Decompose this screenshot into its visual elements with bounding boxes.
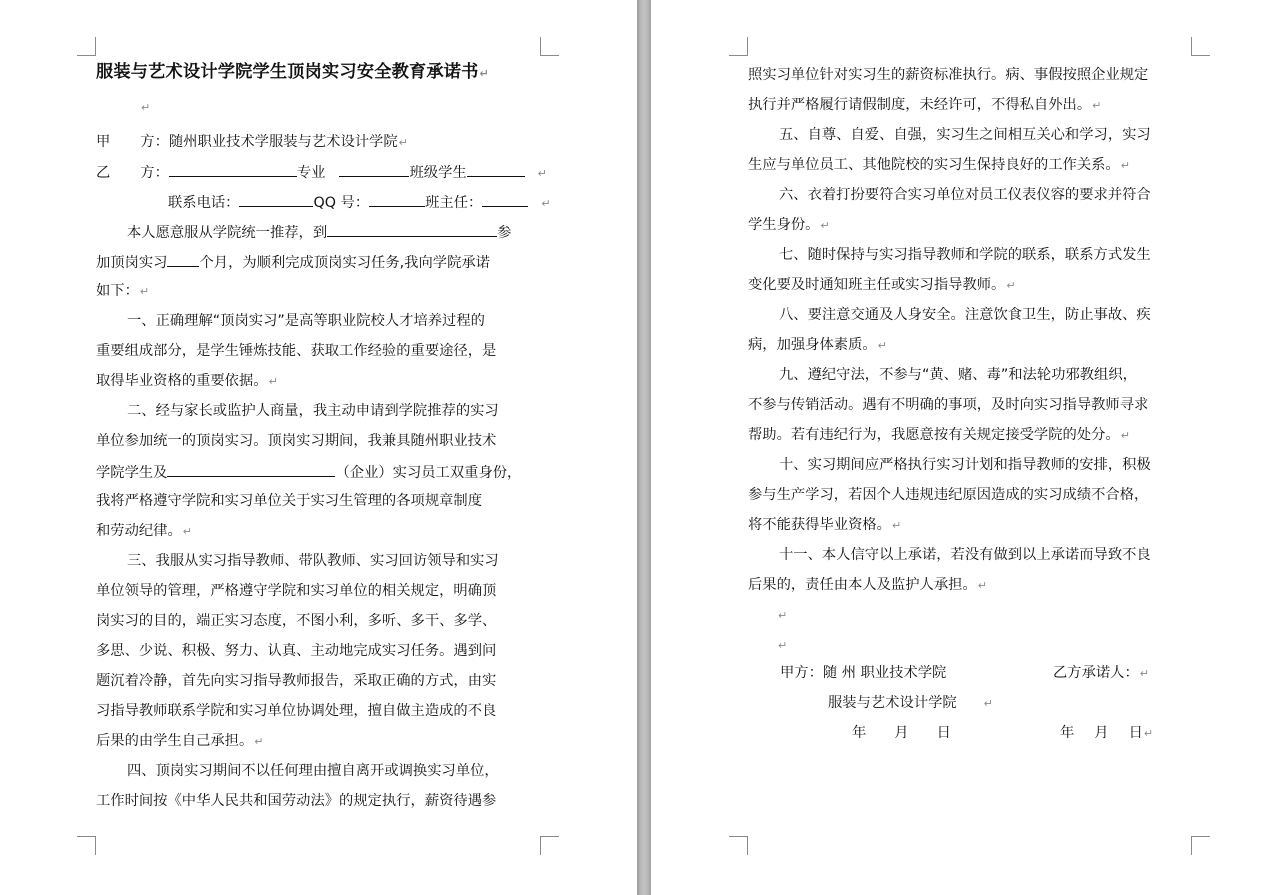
paragraph-line	[96, 702, 496, 720]
paragraph-line	[127, 312, 485, 330]
paragraph-line	[748, 66, 1148, 84]
paragraph-line	[96, 252, 490, 272]
months-blank	[167, 252, 199, 267]
class-label: 班级学生	[409, 165, 467, 181]
contact-line	[168, 192, 551, 213]
unit-blank	[327, 222, 497, 237]
teacher-blank	[482, 192, 528, 207]
paragraph-line	[748, 396, 1148, 414]
page-gutter	[637, 0, 651, 895]
text-run: 照实习单位针对实习生的薪资标准执行。病、事假按照企业规定	[748, 67, 1149, 83]
crop-mark-bottom-right	[540, 836, 559, 855]
paragraph-mark: ↵	[820, 219, 830, 232]
date-month: 月	[1094, 725, 1109, 741]
phone-blank	[239, 192, 313, 207]
text-run: 参	[497, 225, 512, 241]
major-blank	[339, 162, 409, 177]
paragraph-mark: ↵	[479, 67, 489, 80]
text-run: 如下：	[96, 283, 139, 299]
paragraph-line	[748, 96, 1101, 115]
paragraph-mark: ↵	[541, 197, 551, 210]
paragraph-mark: ↵	[877, 339, 887, 352]
paragraph-line	[127, 222, 511, 242]
text-run: 变化要及时通知班主任或实习指导教师。	[748, 277, 1006, 293]
paragraph-mark: ↵	[983, 697, 993, 710]
text-run: 三、我服从实习指导教师、带队教师、实习回访领导和实习	[127, 553, 499, 569]
text-run: 帮助。若有违纪行为，我愿意按有关规定接受学院的处分。	[748, 427, 1120, 443]
title-text: 服装与艺术设计学院学生顶岗实习安全教育承诺书	[96, 62, 479, 82]
paragraph-line	[127, 402, 499, 420]
empty-paragraph	[778, 636, 787, 655]
teacher-label: 班主任：	[425, 195, 483, 211]
paragraph-line	[96, 522, 192, 541]
text-run: 岗实习的目的，端正实习态度，不图小利，多听、多干、多学、	[96, 613, 497, 629]
crop-mark-bottom-left	[77, 836, 96, 855]
text-run: 学院学生及	[96, 465, 168, 481]
text-run: 七、随时保持与实习指导教师和学院的联系，联系方式发生	[779, 247, 1151, 263]
date-line	[1060, 724, 1153, 743]
crop-mark-top-left	[729, 37, 748, 56]
paragraph-line	[748, 576, 987, 595]
text-run: 工作时间按《中华人民共和国劳动法》的规定执行，薪资待遇参	[96, 793, 497, 809]
text-run: 单位参加统一的顶岗实习。顶岗实习期间，我兼具随州职业技术	[96, 433, 497, 449]
text-run: 多思、少说、积极、努力、认真、主动地完成实习任务。遇到问	[96, 643, 497, 659]
text-run: 病，加强身体素质。	[748, 337, 877, 353]
paragraph-mark: ↵	[778, 609, 788, 622]
paragraph-mark: ↵	[398, 136, 408, 149]
paragraph-mark: ↵	[977, 579, 987, 592]
name-blank	[169, 162, 297, 177]
paragraph-line	[96, 372, 278, 391]
crop-mark-top-left	[77, 37, 96, 56]
paragraph-line	[779, 186, 1151, 204]
qq-label: QQ 号：	[313, 195, 370, 211]
party-b-line	[96, 162, 547, 183]
text-run: 九、遵纪守法，不参与“黄、赌、毒”和法轮功邪教组织，	[779, 367, 1137, 383]
document-title	[96, 63, 489, 83]
paragraph-mark: ↵	[139, 285, 150, 298]
signature-line	[1053, 664, 1149, 683]
paragraph-line	[127, 552, 499, 570]
paragraph-mark: ↵	[141, 101, 151, 114]
signature-line	[780, 664, 946, 682]
paragraph-mark: ↵	[1120, 159, 1130, 172]
paragraph-line	[96, 342, 496, 360]
text-run: 不参与传销活动。遇有不明确的事项，及时向实习指导教师寻求	[748, 397, 1149, 413]
text-run: 四、顶岗实习期间不以任何理由擅自离开或调换实习单位，	[127, 763, 499, 779]
paragraph-line	[96, 282, 149, 301]
paragraph-line	[748, 426, 1130, 445]
paragraph-line	[96, 672, 496, 690]
paragraph-line	[748, 156, 1130, 175]
paragraph-mark: ↵	[778, 639, 788, 652]
signature-line	[828, 694, 993, 713]
paragraph-line	[748, 486, 1148, 504]
party-a-line	[96, 133, 408, 152]
paragraph-line	[779, 306, 1151, 324]
party-a-label: 甲	[96, 134, 111, 150]
text-run: 加顶岗实习	[96, 255, 168, 271]
paragraph-line	[96, 642, 496, 660]
paragraph-line	[779, 246, 1151, 264]
empty-paragraph	[141, 98, 150, 117]
text-run: 本人愿意服从学院统一推荐，到	[127, 225, 328, 241]
date-line	[852, 724, 951, 742]
paragraph-line	[748, 216, 830, 235]
paragraph-mark: ↵	[891, 519, 902, 532]
paragraph-mark: ↵	[1139, 667, 1149, 680]
paragraph-line	[96, 792, 496, 810]
party-b-label-suffix: 方：	[140, 165, 169, 181]
text-run: 取得毕业资格的重要依据。	[96, 373, 268, 389]
paragraph-mark: ↵	[1143, 727, 1154, 740]
text-run: 八、要注意交通及人身安全。注意饮食卫生，防止事故、疾	[779, 307, 1151, 323]
text-run: 个月，为顺利完成顶岗实习任务,我向学院承诺	[199, 255, 490, 271]
text-run: 后果的由学生自己承担。	[96, 733, 254, 749]
text-run: 生应与单位员工、其他院校的实习生保持良好的工作关系。	[748, 157, 1120, 173]
date-year: 年	[1060, 725, 1075, 741]
company-blank	[167, 462, 335, 477]
major-label: 专业	[296, 165, 326, 181]
party-b-label: 乙	[96, 165, 111, 181]
party-a-value: 随州职业技术学服装与艺术设计学院	[168, 134, 398, 150]
paragraph-mark: ↵	[1006, 279, 1016, 292]
party-a-label-suffix: 方：	[140, 134, 169, 150]
paragraph-mark: ↵	[537, 167, 547, 180]
text-run: 将不能获得毕业资格。	[748, 517, 891, 533]
date-year: 年	[852, 725, 867, 741]
paragraph-line	[96, 432, 496, 450]
text-run: 十一、本人信守以上承诺，若没有做到以上承诺而导致不良	[779, 547, 1151, 563]
party-b-signature: 乙方承诺人：	[1053, 665, 1139, 681]
text-run: 单位领导的管理，严格遵守学院和实习单位的相关规定，明确顶	[96, 583, 497, 599]
paragraph-line	[96, 582, 496, 600]
paragraph-mark: ↵	[182, 525, 192, 538]
document-page-right	[651, 0, 1285, 895]
paragraph-mark: ↵	[254, 735, 264, 748]
text-run: 一、正确理解“顶岗实习”是高等职业院校人才培养过程的	[127, 313, 485, 329]
text-run: 二、经与家长或监护人商量，我主动申请到学院推荐的实习	[127, 403, 499, 419]
paragraph-line	[96, 462, 521, 482]
paragraph-mark: ↵	[1092, 99, 1102, 112]
paragraph-mark: ↵	[268, 375, 278, 388]
paragraph-line	[748, 276, 1016, 295]
crop-mark-bottom-left	[729, 836, 748, 855]
party-a-signature-dept: 服装与艺术设计学院	[828, 695, 957, 711]
paragraph-line	[96, 492, 482, 510]
paragraph-line	[779, 126, 1151, 144]
text-run: 六、衣着打扮要符合实习单位对员工仪表仪容的要求并符合	[779, 187, 1151, 203]
text-run: 重要组成部分，是学生锤炼技能、获取工作经验的重要途径，是	[96, 343, 497, 359]
party-a-signature: 甲方：随 州 职业技术学院	[780, 665, 947, 681]
date-day: 日	[936, 725, 951, 741]
paragraph-line	[127, 762, 499, 780]
text-run: 习指导教师联系学院和实习单位协调处理，擅自做主造成的不良	[96, 703, 497, 719]
text-run: 我将严格遵守学院和实习单位关于实习生管理的各项规章制度	[96, 493, 483, 509]
paragraph-line	[779, 546, 1151, 564]
text-run: 题沉着冷静，首先向实习指导教师报告，采取正确的方式，由实	[96, 673, 497, 689]
text-run: （企业）实习员工双重身份，	[335, 465, 522, 481]
text-run: 后果的，责任由本人及监护人承担。	[748, 577, 977, 593]
class-blank	[467, 162, 525, 177]
text-run: 参与生产学习，若因个人违规违纪原因造成的实习成绩不合格，	[748, 487, 1149, 503]
crop-mark-bottom-right	[1191, 836, 1210, 855]
paragraph-mark: ↵	[1120, 429, 1130, 442]
qq-blank	[369, 192, 425, 207]
paragraph-line	[748, 516, 901, 535]
paragraph-line	[779, 456, 1151, 474]
date-day: 日	[1128, 725, 1143, 741]
paragraph-line	[96, 612, 496, 630]
text-run: 五、自尊、自爱、自强，实习生之间相互关心和学习，实习	[779, 127, 1151, 143]
crop-mark-top-right	[1191, 37, 1210, 56]
document-page-left	[0, 0, 637, 895]
crop-mark-top-right	[540, 37, 559, 56]
paragraph-line	[96, 732, 263, 751]
empty-paragraph	[778, 606, 787, 625]
contact-phone-label: 联系电话：	[168, 195, 240, 211]
paragraph-line	[748, 336, 887, 355]
date-month: 月	[894, 725, 909, 741]
text-run: 十、实习期间应严格执行实习计划和指导教师的安排，积极	[779, 457, 1151, 473]
text-run: 学生身份。	[748, 217, 820, 233]
text-run: 和劳动纪律。	[96, 523, 182, 539]
text-run: 执行并严格履行请假制度，未经许可，不得私自外出。	[748, 97, 1092, 113]
paragraph-line	[779, 366, 1137, 384]
